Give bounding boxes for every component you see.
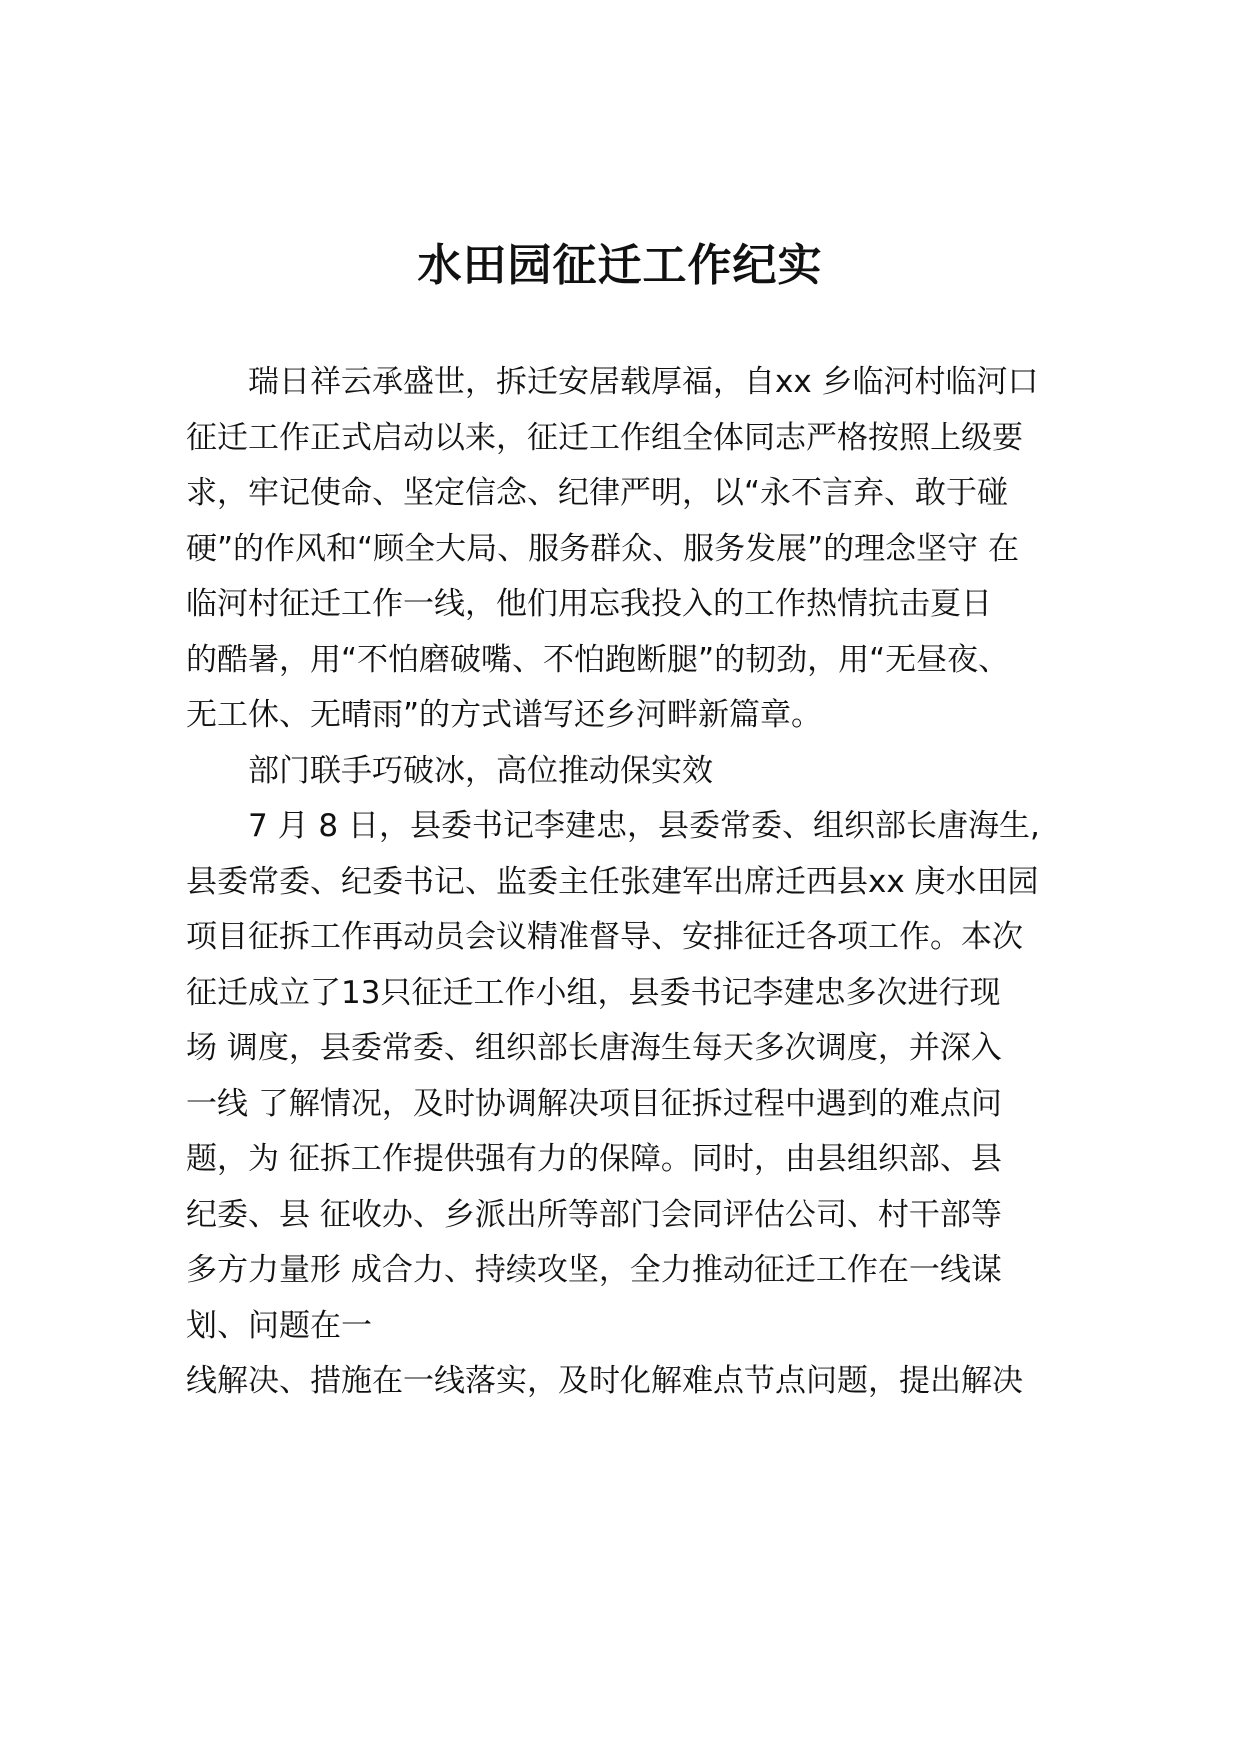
paragraph-line: 县委常委、纪委书记、监委主任张建军出席迁西县xx 庚水田园 — [186, 863, 1039, 900]
document-body — [186, 355, 1066, 1410]
paragraph-line: 的酷暑，用“不怕磨破嘴、不怕跑断腿”的韧劲，用“无昼夜、 — [186, 641, 1010, 678]
paragraph-line: 项目征拆工作再动员会议精准督导、安排征迁各项工作。本次 — [186, 919, 1023, 955]
paragraph-line: 瑞日祥云承盛世，拆迁安居载厚福，自xx 乡临河村临河口 — [248, 364, 1039, 400]
paragraph-line: 征迁工作正式启动以来，征迁工作组全体同志严格按照上级要 — [186, 419, 1023, 456]
paragraph-line: 多方力量形 成合力、持续攻坚，全力推动征迁工作在一线谋 — [186, 1252, 1002, 1288]
paragraph-line: 硬”的作风和“顾全大局、服务群众、服务发展”的理念坚守 在 — [186, 530, 1020, 567]
paragraph-line: 题，为 征拆工作提供强有力的保障。同时，由县组织部、县 — [186, 1141, 1002, 1177]
paragraph-line: 临河村征迁工作一线，他们用忘我投入的工作热情抗击夏日 — [186, 586, 992, 622]
paragraph-line: 划、问题在一 — [186, 1307, 372, 1344]
paragraph-line: 纪委、县 征收办、乡派出所等部门会同评估公司、村干部等 — [186, 1196, 1002, 1233]
section-heading: 部门联手巧破冰，高位推动保实效 — [248, 752, 713, 789]
paragraph-line: 一线 了解情况，及时协调解决项目征拆过程中遇到的难点问 — [186, 1085, 1002, 1122]
paragraph-line: 线解决、措施在一线落实，及时化解难点节点问题，提出解决 — [186, 1363, 1023, 1399]
document-title: 水田园征迁工作纪实 — [417, 240, 823, 291]
paragraph-line: 征迁成立了13只征迁工作小组，县委书记李建忠多次进行现 — [186, 974, 1001, 1011]
paragraph-line: 场 调度，县委常委、组织部长唐海生每天多次调度，并深入 — [186, 1030, 1002, 1066]
paragraph-line: 求，牢记使命、坚定信念、纪律严明，以“永不言弃、敢于碰 — [186, 475, 1009, 511]
paragraph-line: 无工休、无晴雨”的方式谱写还乡河畔新篇章。 — [186, 697, 823, 733]
paragraph-line: 7 月 8 日，县委书记李建忠，县委常委、组织部长唐海生, — [248, 808, 1040, 844]
